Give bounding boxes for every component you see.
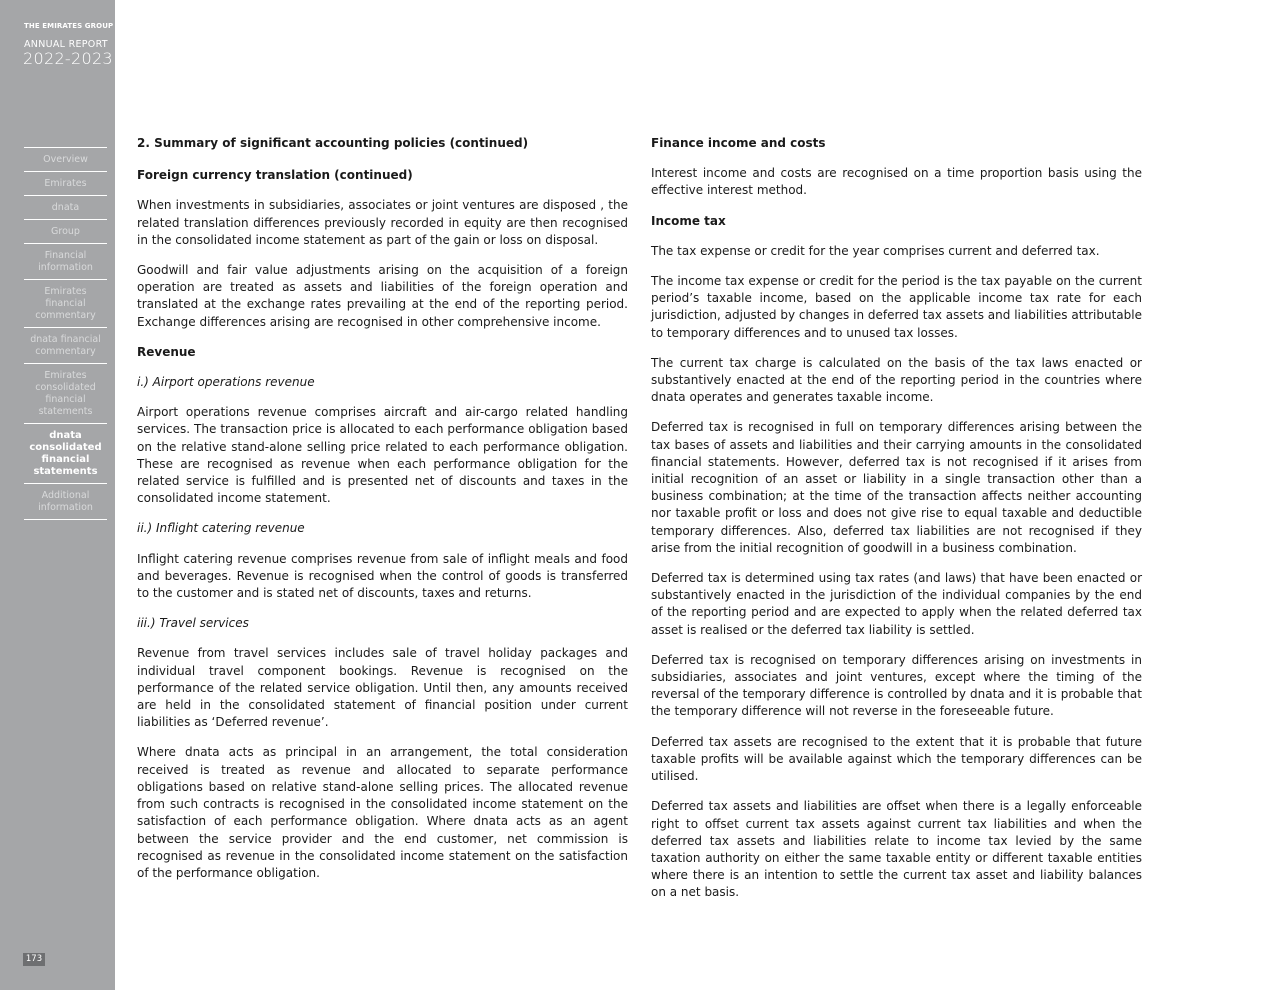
nav-item-emirates-financial-commentary[interactable]: Emirates financial commentary	[24, 279, 107, 327]
tax-paragraph-2: The income tax expense or credit for the period is the tax payable on the current period’s taxable income, based on the applicable income tax rate for each jurisdiction, adjusted by changes in deferred tax assets and liabilities attributable to temporary differences and to unused tax losses.	[651, 274, 1142, 340]
nav-item-additional-information[interactable]: Additional information	[24, 483, 107, 519]
tax-paragraph-6: Deferred tax is recognised on temporary differences arising on investments in subsidiaries, associates and joint ventures, except where the timing of the reversal of the temporary difference is controlled by dnata and it is probable that the temporary difference will not reverse in the foreseeable future.	[651, 652, 1142, 719]
revenue-heading: Revenue	[137, 344, 196, 359]
income-tax-heading: Income tax	[651, 213, 726, 228]
airport-heading: i.) Airport operations revenue	[137, 375, 315, 390]
fx-paragraph-1: When investments in subsidiaries, associates or joint ventures are disposed , the related translation differences previously recorded in equity are then recognised in the consolidated income statement as part of the gain or loss on disposal.	[137, 198, 628, 247]
tax-paragraph-5: Deferred tax is determined using tax rates (and laws) that have been enacted or substantively enacted in the jurisdiction of the individual companies by the end of the reporting period and are expected to apply when the related deferred tax asset is realised or the deferred tax liability is settled.	[651, 571, 1142, 637]
finance-heading: Finance income and costs	[651, 136, 826, 150]
fx-heading: Foreign currency translation (continued)	[137, 168, 413, 183]
nav-divider	[24, 519, 107, 520]
brand-group-name: THE EMIRATES GROUP	[24, 22, 114, 30]
fx-paragraph-2: Goodwill and fair value adjustments arising on the acquisition of a foreign operation are treated as assets and liabilities of the foreign operation and translated at the exchange rates prevailing at the end of the reporting period. Exchange differences arising are recognised in other comprehensive income.	[137, 263, 628, 329]
page-number: 173	[23, 953, 45, 966]
tax-paragraph-1: The tax expense or credit for the year comprises current and deferred tax.	[651, 243, 1100, 258]
sidebar	[0, 0, 115, 990]
nav-item-emirates-consolidated-statements[interactable]: Emirates consolidated financial statements	[24, 363, 107, 423]
nav-item-emirates[interactable]: Emirates	[24, 171, 107, 195]
tax-paragraph-4: Deferred tax is recognised in full on temporary differences arising between the tax bases of assets and liabilities and their carrying amounts in the consolidated financial statements. However, deferred tax is not recognised if it arises from initial recognition of an asset or liability in a single transaction other than a business combination; at the time of the transaction affects neither accounting nor taxable profit or loss and does not give rise to equal taxable and deductible temporary differences. Also, deferred tax liabilities are not recognised if they arise from the initial recognition of goodwill in a business combination.	[651, 420, 1142, 555]
catering-heading: ii.) Inflight catering revenue	[137, 521, 305, 536]
left-column	[137, 135, 628, 895]
finance-paragraph: Interest income and costs are recognised on a time proportion basis using the effective interest method.	[651, 166, 1142, 198]
nav-item-group[interactable]: Group	[24, 219, 107, 243]
tax-paragraph-7: Deferred tax assets are recognised to the extent that it is probable that future taxable profits will be available against which the temporary differences can be utilised.	[651, 734, 1142, 784]
brand-report-year: 2022-2023	[23, 49, 113, 68]
travel-paragraph-1: Revenue from travel services includes sale of travel holiday packages and individual travel component bookings. Revenue is recognised on the performance of the related service obligation. Until then, any amounts received are held in the consolidated statement of financial position under current liabilities as ‘Deferred revenue’.	[137, 646, 628, 730]
section-title: 2. Summary of significant accounting policies (continued)	[137, 136, 529, 150]
catering-paragraph: Inflight catering revenue comprises revenue from sale of inflight meals and food and beverages. Revenue is recognised when the control of goods is transferred to the customer and is stated net of discounts, taxes and returns.	[137, 551, 628, 601]
right-column	[651, 135, 1142, 915]
tax-paragraph-8: Deferred tax assets and liabilities are offset when there is a legally enforceable right to offset current tax assets against current tax liabilities and when the deferred tax assets and liabilities relate to income tax levied by the same taxation authority on either the same taxable entity or different taxable entities where there is an intention to settle the current tax asset and liability balances on a net basis.	[651, 799, 1142, 900]
nav-item-dnata[interactable]: dnata	[24, 195, 107, 219]
nav-item-dnata-financial-commentary[interactable]: dnata financial commentary	[24, 327, 107, 363]
nav-item-overview[interactable]: Overview	[24, 147, 107, 171]
travel-paragraph-2: Where dnata acts as principal in an arrangement, the total consideration received is treated as revenue and allocated to separate performance obligations based on relative stand-alone selling prices. The allocated revenue from such contracts is recognised in the consolidated income statement on the satisfaction of each performance obligation. Where dnata acts as an agent between the service provider and the end customer, net commission is recognised as revenue in the consolidated income statement on the satisfaction of the performance obligation.	[137, 745, 628, 880]
brand-report-label: ANNUAL REPORT	[24, 39, 108, 50]
airport-paragraph: Airport operations revenue comprises aircraft and air-cargo related handling services. The transaction price is allocated to each performance obligation based on the relative stand-alone selling price related to each performance obligation. These are recognised as revenue when each performance obligation for the related service is fulfilled and is presented net of discounts and taxes in the consolidated income statement.	[137, 405, 628, 506]
nav-item-dnata-consolidated-statements[interactable]: dnata consolidated financial statements	[24, 423, 107, 483]
travel-heading: iii.) Travel services	[137, 616, 249, 631]
nav-item-financial-information[interactable]: Financial information	[24, 243, 107, 279]
section-nav	[24, 147, 107, 520]
tax-paragraph-3: The current tax charge is calculated on the basis of the tax laws enacted or substantively enacted at the end of the reporting period in the countries where dnata operates and generates taxable income.	[651, 355, 1142, 405]
